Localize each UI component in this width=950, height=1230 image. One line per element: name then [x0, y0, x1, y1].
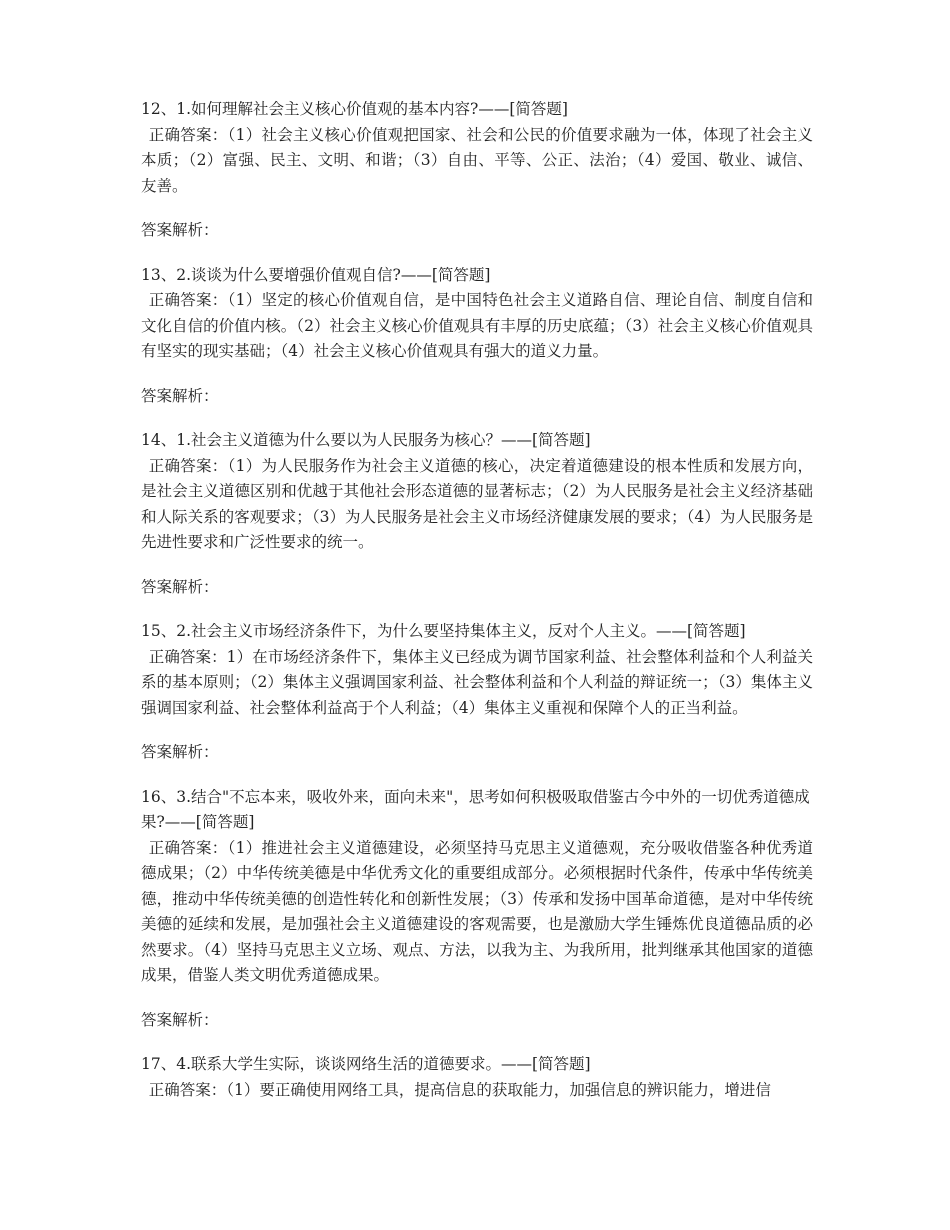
question-14 [141, 428, 813, 600]
question-answer: 正确答案：（1）为人民服务作为社会主义道德的核心，决定着道德建设的根本性质和发展方向，是社会主义道德区别和优越于其他社会形态道德的显著标志；（2）为人民服务是社会主义经济基础和人际关系的客观要求；（3）为人民服务是社会主义市场经济健康发展的要求；（4）为人民服务是先进性要求和广泛性要求的统一。 [141, 456, 813, 551]
question-answer: 正确答案：（1）坚定的核心价值观自信，是中国特色社会主义道路自信、理论自信、制度自信和文化自信的价值内核。（2）社会主义核心价值观具有丰厚的历史底蕴；（3）社会主义核心价值观具有坚实的现实基础；（4）社会主义核心价值观具有强大的道义力量。 [141, 291, 813, 360]
question-title: 15、2.社会主义市场经济条件下，为什么要坚持集体主义，反对个人主义。——[简答题] [141, 622, 746, 640]
question-answer: 正确答案：（1）社会主义核心价值观把国家、社会和公民的价值要求融为一体，体现了社会主义本质；（2）富强、民主、文明、和谐；（3）自由、平等、公正、法治；（4）爱国、敬业、诚信、友善。 [141, 125, 813, 195]
question-title: 14、1.社会主义道德为什么要以为人民服务为核心？——[简答题] [141, 431, 591, 449]
answer-explanation-label: 答案解析： [141, 221, 219, 239]
question-12 [141, 97, 813, 244]
question-answer: 正确答案：1）在市场经济条件下，集体主义已经成为调节国家利益、社会整体利益和个人利益关系的基本原则；（2）集体主义强调国家利益、社会整体利益和个人利益的辩证统一；（3）集体主义强调国家利益、社会整体利益高于个人利益；（4）集体主义重视和保障个人的正当利益。 [141, 647, 813, 717]
answer-explanation-label: 答案解析： [141, 1010, 219, 1029]
question-answer: 正确答案：（1）推进社会主义道德建设，必须坚持马克思主义道德观，充分吸收借鉴各种优秀道德成果；（2）中华传统美德是中华优秀文化的重要组成部分。必须根据时代条件，传承中华传统美德，推动中华传统美德的创造性转化和创新性发展；（3）传承和发扬中国革命道德，是对中华传统美德的延续和发展，是加强社会主义道德建设的客观需要，也是激励大学生锤炼优良道德品质的必然要求。（4）坚持马克思主义立场、观点、方法，以我为主、为我所用，批判继承其他国家的道德成果，借鉴人类文明优秀道德成果。 [141, 838, 813, 984]
question-title: 16、3.结合"不忘本来，吸收外来，面向未来"，思考如何积极吸取借鉴古今中外的一切优秀道德成果?——[简答题] [141, 787, 810, 831]
question-title: 12、1.如何理解社会主义核心价值观的基本内容?——[简答题] [141, 100, 568, 118]
question-title: 17、4.联系大学生实际，谈谈网络生活的道德要求。——[简答题] [141, 1055, 591, 1073]
answer-explanation-label: 答案解析： [141, 743, 219, 761]
answer-explanation-label: 答案解析： [141, 577, 219, 596]
question-16 [141, 785, 813, 1034]
question-17 [141, 1052, 813, 1103]
answer-explanation-label: 答案解析： [141, 386, 219, 405]
document-page [141, 97, 813, 1122]
question-13 [141, 263, 813, 410]
question-15 [141, 619, 813, 766]
question-title: 13、2.谈谈为什么要增强价值观自信?——[简答题] [141, 265, 491, 284]
question-answer: 正确答案：（1）要正确使用网络工具，提高信息的获取能力，加强信息的辨识能力，增进信 [148, 1080, 771, 1099]
